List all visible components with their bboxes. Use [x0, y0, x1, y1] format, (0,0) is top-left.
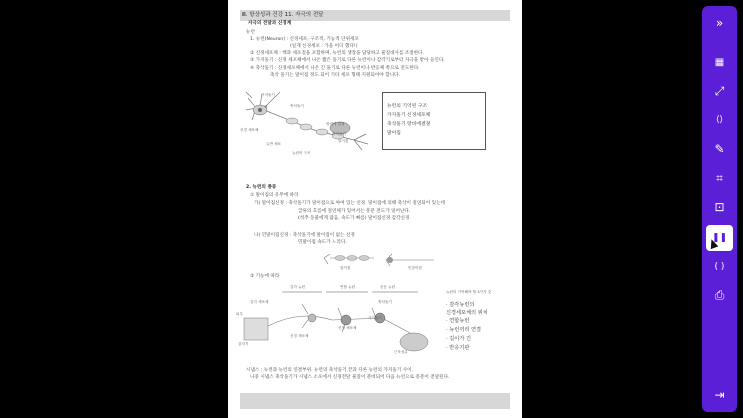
figure-label: 신경 세포체 — [240, 128, 259, 132]
figure-label: 말이집 — [338, 139, 349, 143]
text-line: ② 신경세포체 : 핵과 세포질을 포함하며, 뉴런의 생장을 담당하고 물질대사를 조절한다. — [250, 51, 425, 56]
figure-label: 감각 뉴런 — [290, 285, 306, 289]
figure-label: 근육섬유 — [394, 350, 408, 354]
text-line: ② 기능에 따라 — [250, 274, 280, 279]
text-line: ① 말이집의 유무에 따라 — [250, 193, 299, 198]
text-line: 가) 말이집신경 : 축삭돌기가 말이집으로 싸여 있는 신경. 말이집에 의해 축삭이 절연되어 있는데 — [254, 201, 445, 206]
screenshot-icon[interactable]: ⊡ — [714, 200, 725, 214]
question-line: · 길이가 긴 — [446, 336, 471, 342]
text-line: (일개 신경세포 : 가을 어디 했다!) — [290, 44, 358, 49]
text-line: 민말이집 속도가 느리다. — [298, 240, 347, 245]
box-line: 축삭돌기 랑비에결절 — [387, 122, 431, 127]
edit-icon[interactable]: ✎ — [714, 142, 725, 156]
figure-label: 랑비에 결절 — [326, 122, 345, 126]
text-line: 1. 뉴런(Neuron) : 신경세포, 구조적, 기능적 단위세포 — [250, 37, 359, 42]
figure-label: 연합 뉴런 — [340, 285, 356, 289]
figure-label: 가지돌기 — [261, 93, 275, 97]
neuron-structure-figure — [244, 88, 374, 160]
question-line: · 연합뉴런 — [446, 318, 470, 324]
figure-label: 피부 — [236, 312, 243, 316]
figure-label: 가지돌기 — [368, 316, 382, 320]
figure-label: 운동 뉴런 — [380, 285, 396, 289]
footer-bar — [240, 393, 510, 409]
box-line: 말이집 — [387, 131, 401, 136]
page-header: Ⅲ. 항상성과 건강 11. 자극의 전달 — [242, 12, 324, 18]
figure-label: 축삭돌기 — [378, 300, 392, 304]
question-line: 신경세포체의 위치 — [446, 310, 488, 316]
text-line: 축삭 돌기는 말이집 정도 되어 기타 세포 형태 지원되어야 합니다. — [270, 73, 400, 78]
text-line: 나중 시냅스 축삭돌기가 시냅스 소포에서 신경전달 물질이 분비되어 다음 뉴런으로 흥분이 전달된다. — [250, 375, 450, 380]
text-line: 급류의 흐름에 절연체가 있어서는 흥분 전도가 일어난다. — [298, 209, 411, 214]
keypad-icon[interactable]: ▦ — [714, 56, 725, 68]
figure-label: 축삭돌기 — [332, 132, 346, 136]
figure-label: 축삭돌기 — [290, 104, 304, 108]
document-page — [228, 0, 522, 418]
print-icon[interactable]: ⎙ — [714, 287, 725, 302]
text-line: (척추 동물에게 많음, 속도가 빠름) 말이집신경 감각신경 — [298, 216, 410, 221]
crop-icon[interactable]: ⌗ — [716, 170, 723, 185]
figure-label: 감각기 — [238, 342, 249, 346]
side-toolbar — [702, 6, 737, 412]
questions-title: 뉴런의 기억해야 할 3가지 것 — [446, 290, 492, 294]
box-line: 뉴런의 기억된 구조 — [387, 104, 428, 109]
resize-arrows-icon[interactable]: ⤢ — [714, 83, 725, 98]
figure-caption: 뉴런의 구조 — [292, 151, 311, 155]
text-line: 뉴런 — [246, 30, 255, 35]
neuron-types-figure — [242, 284, 438, 364]
figure-label: 핵 — [264, 105, 268, 109]
expand-arrows-icon[interactable]: » — [715, 16, 724, 30]
box-line: 가지돌기 신경세포체 — [387, 113, 431, 118]
text-line: 나) 민말이집신경 : 축삭돌기에 말이집이 없는 신경 — [254, 233, 355, 238]
figure-label: 감각 세포체 — [250, 300, 269, 304]
text-line: ③ 가지돌기 : 신경 세포체에서 나온 짧은 돌기로 다른 뉴런이나 감각기로부터 자극을 받아 들인다. — [250, 58, 445, 63]
notes-box — [382, 92, 486, 150]
figure-label: 신경 세포체 — [290, 334, 309, 338]
pause-icon[interactable]: ❚❚ — [706, 225, 733, 251]
question-line: · 뉴런끼리 연결 — [446, 327, 482, 333]
figure-label: 말이집 — [340, 266, 351, 270]
figure-label: 신경 세포체 — [338, 326, 357, 330]
code-icon[interactable]: ⟨⟩ — [715, 115, 724, 125]
brackets-icon[interactable]: ( ) — [714, 262, 725, 272]
figure-label: 슈반 세포 — [266, 142, 282, 146]
text-line: 시냅스 : 뉴런과 뉴런의 연결부위. 뉴런의 축삭돌기 끝과 다른 뉴런의 가지돌기 사이. — [246, 368, 413, 373]
question-line: · 반응기관 — [446, 345, 470, 351]
text-line: ④ 축삭돌기 : 신경세포체에서 나온 긴 돌기로 다른 뉴런이나 반응체 쪽으로 전도한다. — [250, 66, 420, 71]
section-title: 자극의 전달과 신경계 — [248, 21, 292, 26]
question-line: · 감각뉴런의 — [446, 302, 475, 308]
figure-label: 민말이집 — [408, 266, 422, 270]
exit-icon[interactable]: ⇥ — [714, 388, 725, 402]
section-heading: 2. 뉴런의 종류 — [246, 185, 277, 190]
